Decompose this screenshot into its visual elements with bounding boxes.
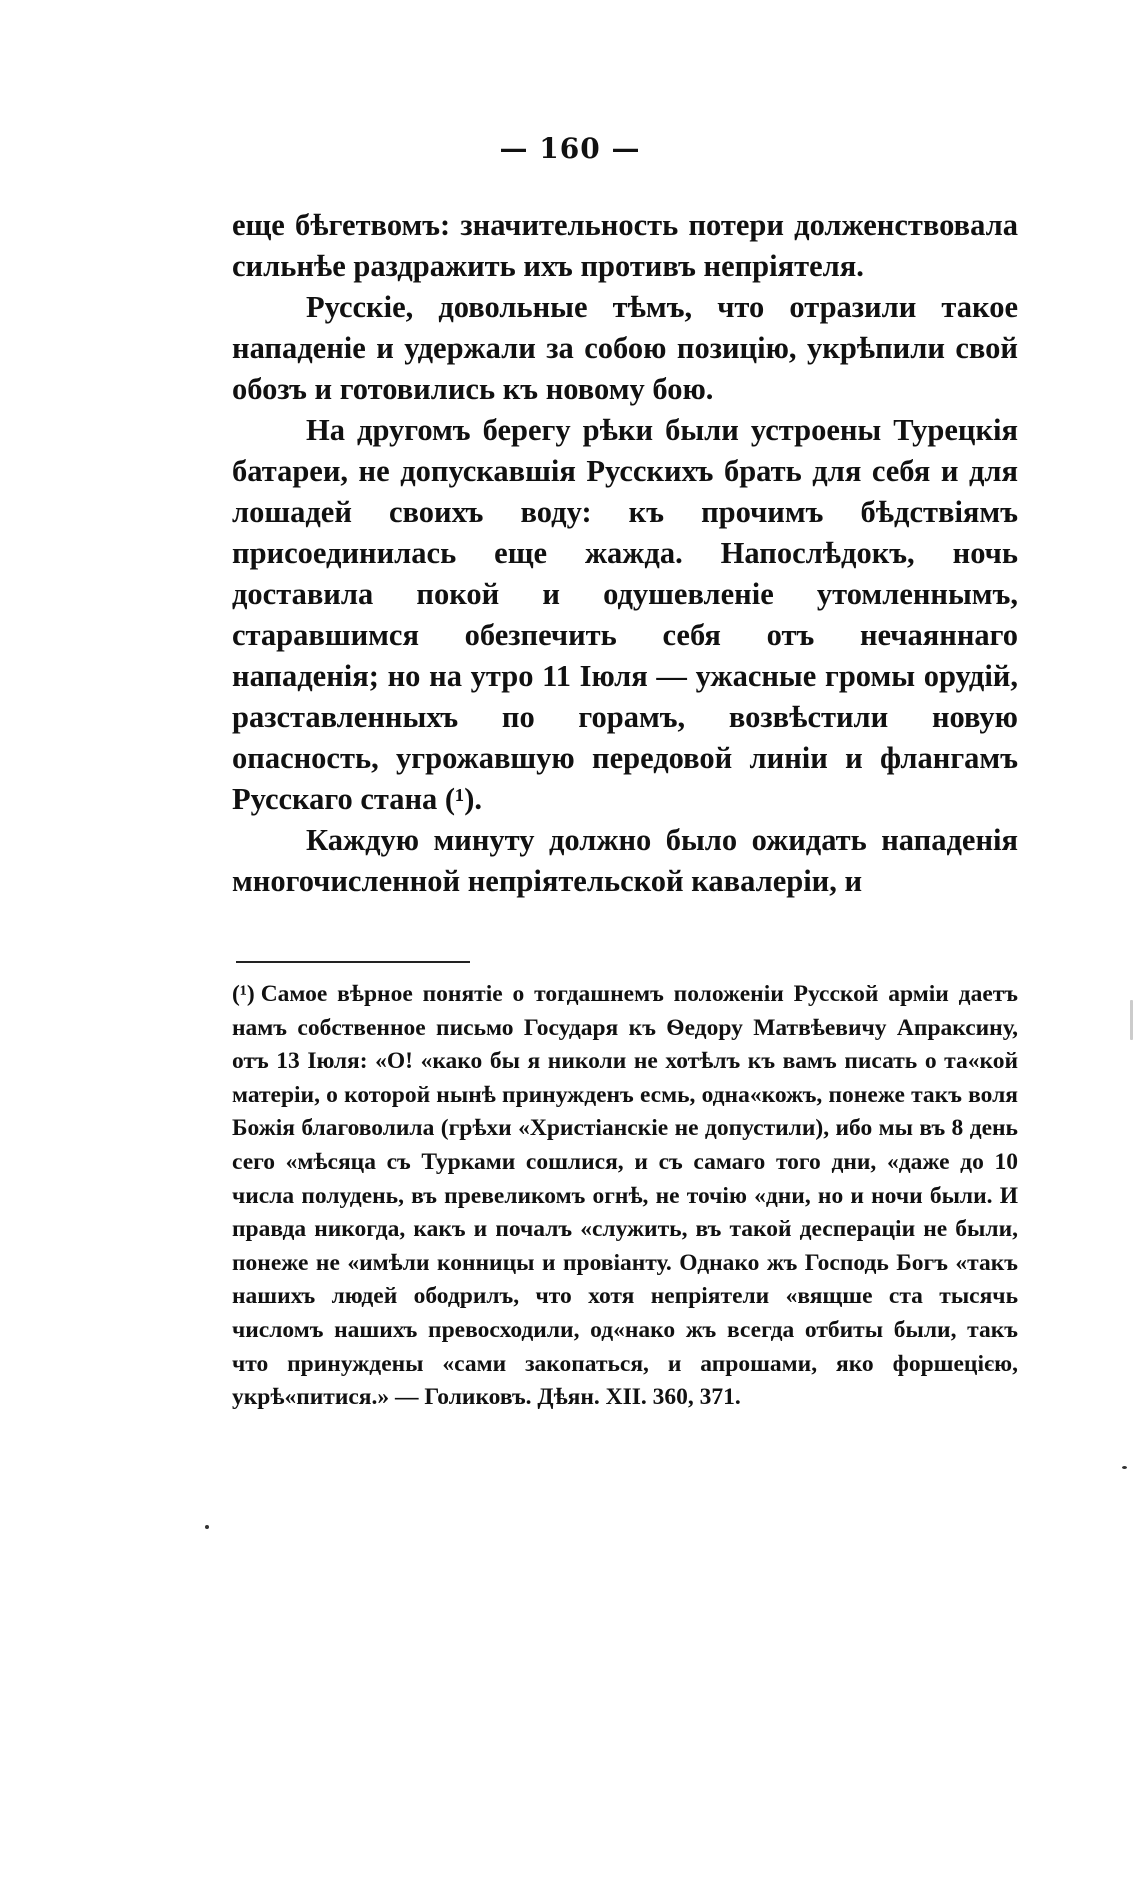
page-number: — 160 — (499, 132, 641, 165)
scan-speck (1122, 1466, 1127, 1469)
footnote (232, 978, 1018, 1415)
footnote-paragraph (232, 978, 1018, 1415)
paragraph: Русскіе, довольные тѣмъ, что отразили такое нападеніе и удержали за собою позицію, укрѣпили свой обозъ и готовились къ новому бою. (232, 290, 1018, 406)
paragraph-continuation: еще бѣгетвомъ: значительность потери долженствовала сильнѣе раздражить ихъ противъ непріятеля. (232, 208, 1018, 283)
body-text (232, 205, 1018, 902)
footnote-divider (236, 961, 470, 963)
scan-speck (205, 1525, 209, 1529)
scan-speck (1130, 1000, 1133, 1040)
paragraph: На другомъ берегу рѣки были устроены Турецкія батареи, не допускавшія Русскихъ брать для себя и для лошадей своихъ воду: къ прочимъ бѣдствіямъ присоединилась еще жажда. Напослѣдокъ, ночь доставила покой и одушевленіе утомленнымъ, старавшимся обезпечить себя отъ нечаяннаго нападенія; но на утро 11 Іюля — ужасные громы орудій, разставленныхъ по горамъ, возвѣстили новую опасность, угрожавшую передовой линіи и флангамъ Русскаго стана (¹). (232, 413, 1018, 816)
footnote-marker: (¹) (232, 981, 255, 1007)
paragraph: Каждую минуту должно было ожидать нападенія многочисленной непріятельской кавалеріи, и (232, 823, 1018, 898)
footnote-text: Самое вѣрное понятіе о тогдашнемъ положеніи Русской арміи даетъ намъ собственное письмо Государя къ Ѳедору Матвѣевичу Апраксину, отъ 13 Іюля: «О! «како бы я николи не хотѣлъ къ вамъ писать о та«кой матеріи, о которой нынѣ принужденъ есмь, одна«кожъ, понеже такъ воля Божія благоволила (грѣхи «Христіанскіе не допустили), ибо мы въ 8 день сего «мѣсяца съ Турками сошлися, и съ самаго того дни, «даже до 10 числа полудень, въ превеликомъ огнѣ, не точію «дни, но и ночи были. И правда никогда, какъ и почалъ «служить, въ такой десперацiи не были, понеже не «имѣли конницы и провіанту. Однако жъ Господь Богъ «такъ нашихъ людей ободрилъ, что хотя непріятели «вящше ста тысячь числомъ нашихъ превосходили, од«нако жъ всегда отбиты были, такъ что принуждены «сами закопаться, и апрошами, яко форшецією, укрѣ«питися.» — Голиковъ. Дѣян. XII. 360, 371. (232, 981, 1018, 1411)
